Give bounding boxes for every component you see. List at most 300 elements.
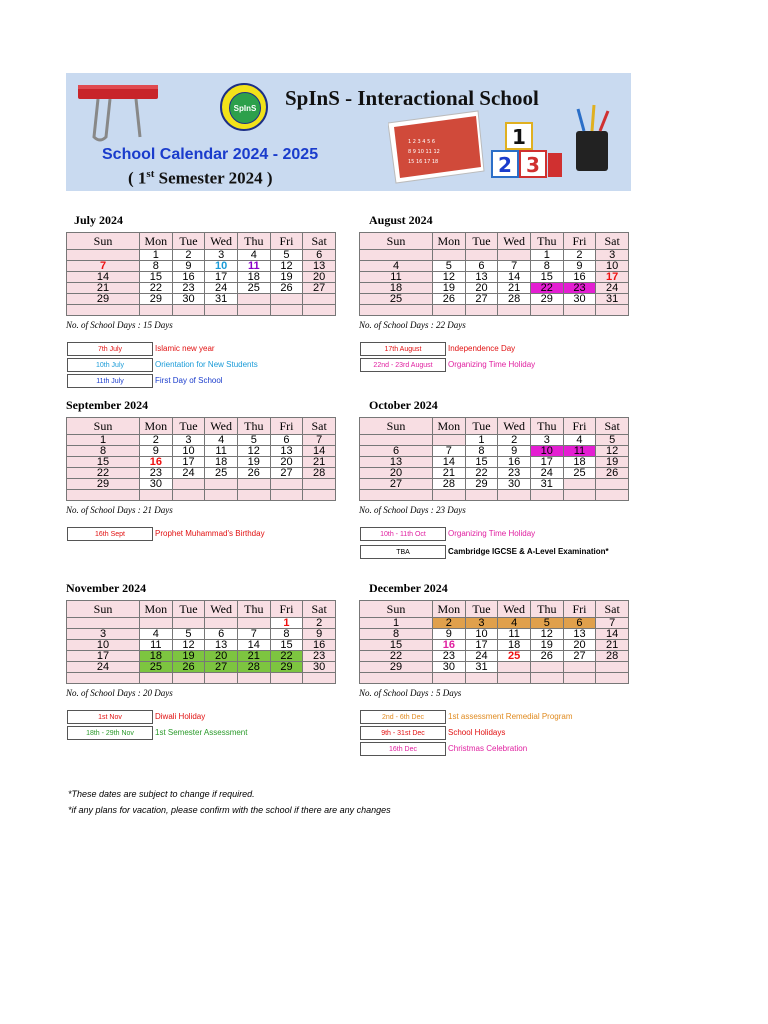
month-calendar <box>66 213 336 316</box>
day-cell: 18 <box>205 457 238 468</box>
day-cell: 10 <box>67 640 140 651</box>
day-cell <box>433 435 466 446</box>
weekday-header: Mon <box>433 418 466 435</box>
day-cell: 24 <box>67 662 140 673</box>
day-cell <box>303 673 336 684</box>
event-label: Islamic new year <box>155 344 215 353</box>
event-label: Independence Day <box>448 344 516 353</box>
day-cell: 9 <box>172 261 205 272</box>
weekday-header: Thu <box>237 233 270 250</box>
week-row <box>360 468 629 479</box>
month-calendar <box>66 581 336 684</box>
event-date: 18th - 29th Nov <box>67 726 153 740</box>
day-cell: 6 <box>360 446 433 457</box>
day-cell: 21 <box>596 640 629 651</box>
day-cell: 2 <box>563 250 596 261</box>
day-cell: 17 <box>172 457 205 468</box>
day-cell: 1 <box>270 618 303 629</box>
day-cell: 21 <box>303 457 336 468</box>
day-cell: 22 <box>140 283 173 294</box>
svg-text:1: 1 <box>512 125 526 149</box>
day-cell: 31 <box>530 479 563 490</box>
day-cell: 4 <box>140 629 173 640</box>
svg-text:8 9 10 11 12: 8 9 10 11 12 <box>408 149 440 155</box>
weekday-header: Tue <box>465 233 498 250</box>
day-cell: 16 <box>140 457 173 468</box>
day-cell <box>140 618 173 629</box>
week-row <box>360 673 629 684</box>
day-cell <box>237 479 270 490</box>
day-cell: 17 <box>205 272 238 283</box>
day-cell: 25 <box>140 662 173 673</box>
day-cell: 29 <box>360 662 433 673</box>
day-cell: 24 <box>530 468 563 479</box>
day-cell <box>67 673 140 684</box>
day-cell: 2 <box>172 250 205 261</box>
day-cell: 15 <box>67 457 140 468</box>
weekday-header: Tue <box>465 601 498 618</box>
day-cell: 7 <box>303 435 336 446</box>
day-cell <box>433 250 466 261</box>
day-cell <box>270 305 303 316</box>
day-cell <box>205 490 238 501</box>
weekday-header: Sun <box>360 418 433 435</box>
weekday-header: Thu <box>237 418 270 435</box>
weekday-header: Fri <box>563 233 596 250</box>
day-cell: 19 <box>172 651 205 662</box>
week-row <box>67 618 336 629</box>
day-cell <box>530 673 563 684</box>
day-cell: 28 <box>433 479 466 490</box>
event-date: 16th Sept <box>67 527 153 541</box>
day-cell: 4 <box>563 435 596 446</box>
event-date: 10th - 11th Oct <box>360 527 446 541</box>
day-cell: 12 <box>237 446 270 457</box>
day-cell: 18 <box>140 651 173 662</box>
day-cell: 21 <box>237 651 270 662</box>
day-cell: 18 <box>360 283 433 294</box>
event-label: Orientation for New Students <box>155 360 258 369</box>
weekday-header: Fri <box>270 418 303 435</box>
day-cell: 30 <box>140 479 173 490</box>
day-cell: 13 <box>360 457 433 468</box>
day-cell: 28 <box>303 468 336 479</box>
school-days-count: No. of School Days : 5 Days <box>359 688 462 698</box>
day-cell <box>303 479 336 490</box>
calendar-grid <box>66 232 336 316</box>
day-cell <box>67 305 140 316</box>
day-cell: 16 <box>172 272 205 283</box>
day-cell: 25 <box>498 651 531 662</box>
event-label: School Holidays <box>448 728 506 737</box>
day-cell: 5 <box>433 261 466 272</box>
day-cell: 1 <box>465 435 498 446</box>
weekday-header: Wed <box>205 418 238 435</box>
day-cell: 8 <box>270 629 303 640</box>
day-cell <box>360 673 433 684</box>
day-cell: 8 <box>67 446 140 457</box>
day-cell: 14 <box>303 446 336 457</box>
weekday-header: Wed <box>205 233 238 250</box>
day-cell: 24 <box>596 283 629 294</box>
day-cell <box>360 250 433 261</box>
weekday-header: Fri <box>270 233 303 250</box>
day-cell <box>530 305 563 316</box>
weekday-header: Mon <box>140 418 173 435</box>
day-cell: 14 <box>237 640 270 651</box>
day-cell: 5 <box>172 629 205 640</box>
day-cell <box>140 490 173 501</box>
day-cell: 19 <box>596 457 629 468</box>
day-cell <box>596 479 629 490</box>
weekday-header: Fri <box>270 601 303 618</box>
event-date: 1st Nov <box>67 710 153 724</box>
weekday-header: Thu <box>530 233 563 250</box>
week-row <box>67 479 336 490</box>
day-cell: 5 <box>596 435 629 446</box>
event-date: 7th July <box>67 342 153 356</box>
header-banner <box>66 73 631 191</box>
week-row <box>360 640 629 651</box>
weekday-header-row <box>360 601 629 618</box>
weekday-header-row <box>360 233 629 250</box>
day-cell <box>172 618 205 629</box>
day-cell <box>498 662 531 673</box>
week-row <box>360 618 629 629</box>
day-cell <box>270 479 303 490</box>
day-cell: 20 <box>360 468 433 479</box>
event-label: 1st Semester Assessment <box>155 728 248 737</box>
weekday-header: Sat <box>596 233 629 250</box>
day-cell: 13 <box>270 446 303 457</box>
day-cell: 25 <box>360 294 433 305</box>
day-cell: 30 <box>172 294 205 305</box>
day-cell: 6 <box>205 629 238 640</box>
week-row <box>67 468 336 479</box>
day-cell <box>360 305 433 316</box>
day-cell: 20 <box>303 272 336 283</box>
day-cell: 11 <box>237 261 270 272</box>
day-cell <box>270 673 303 684</box>
month-title: August 2024 <box>369 213 433 227</box>
weekday-header: Sat <box>596 601 629 618</box>
day-cell <box>303 490 336 501</box>
event-label: Prophet Muhammad's Birthday <box>155 529 265 538</box>
day-cell: 9 <box>140 446 173 457</box>
day-cell: 9 <box>498 446 531 457</box>
day-cell: 9 <box>563 261 596 272</box>
weekday-header: Tue <box>465 418 498 435</box>
school-days-count: No. of School Days : 21 Days <box>66 505 173 515</box>
day-cell <box>140 305 173 316</box>
day-cell: 14 <box>433 457 466 468</box>
note-subject-to-change: *These dates are subject to change if required. <box>68 789 255 799</box>
week-row <box>360 283 629 294</box>
day-cell <box>465 490 498 501</box>
day-cell: 15 <box>360 640 433 651</box>
school-days-count: No. of School Days : 15 Days <box>66 320 173 330</box>
event-label: Organizing Time Holiday <box>448 529 536 538</box>
weekday-header: Tue <box>172 233 205 250</box>
weekday-header: Wed <box>498 233 531 250</box>
day-cell: 18 <box>237 272 270 283</box>
day-cell: 10 <box>596 261 629 272</box>
week-row <box>67 457 336 468</box>
day-cell: 23 <box>433 651 466 662</box>
day-cell <box>140 673 173 684</box>
day-cell: 29 <box>530 294 563 305</box>
day-cell: 5 <box>237 435 270 446</box>
calendar-title: School Calendar 2024 - 2025 <box>102 146 319 163</box>
day-cell: 31 <box>465 662 498 673</box>
day-cell: 23 <box>140 468 173 479</box>
svg-text:2: 2 <box>498 153 512 177</box>
note-vacation: *if any plans for vacation, please confirm with the school if there are any changes <box>68 805 391 815</box>
day-cell: 19 <box>530 640 563 651</box>
day-cell: 1 <box>67 435 140 446</box>
day-cell: 19 <box>433 283 466 294</box>
day-cell <box>303 305 336 316</box>
weekday-header-row <box>67 418 336 435</box>
day-cell: 23 <box>563 283 596 294</box>
day-cell: 27 <box>465 294 498 305</box>
day-cell: 18 <box>498 640 531 651</box>
day-cell: 11 <box>360 272 433 283</box>
day-cell <box>237 294 270 305</box>
weekday-header: Tue <box>172 418 205 435</box>
day-cell <box>498 250 531 261</box>
week-row <box>360 662 629 673</box>
week-row <box>67 640 336 651</box>
day-cell: 4 <box>237 250 270 261</box>
desk-calendar-blocks-icon <box>388 103 618 191</box>
day-cell: 30 <box>563 294 596 305</box>
day-cell <box>172 305 205 316</box>
weekday-header-row <box>67 601 336 618</box>
weekday-header-row <box>67 233 336 250</box>
day-cell: 6 <box>270 435 303 446</box>
day-cell <box>433 673 466 684</box>
weekday-header: Tue <box>172 601 205 618</box>
week-row <box>67 662 336 673</box>
day-cell: 8 <box>465 446 498 457</box>
day-cell <box>172 673 205 684</box>
day-cell: 27 <box>360 479 433 490</box>
weekday-header: Thu <box>530 418 563 435</box>
weekday-header: Thu <box>237 601 270 618</box>
day-cell: 28 <box>498 294 531 305</box>
day-cell <box>303 294 336 305</box>
day-cell: 14 <box>498 272 531 283</box>
day-cell: 23 <box>172 283 205 294</box>
weekday-header: Sat <box>303 233 336 250</box>
week-row <box>360 457 629 468</box>
day-cell <box>270 294 303 305</box>
day-cell: 17 <box>530 457 563 468</box>
semester-title: ( 1st Semester 2024 ) <box>128 168 273 188</box>
day-cell: 15 <box>140 272 173 283</box>
day-cell: 12 <box>530 629 563 640</box>
day-cell: 27 <box>303 283 336 294</box>
weekday-header: Fri <box>563 601 596 618</box>
day-cell: 20 <box>270 457 303 468</box>
day-cell: 30 <box>498 479 531 490</box>
day-cell: 17 <box>67 651 140 662</box>
logo-text: SpInS <box>233 104 257 113</box>
day-cell: 22 <box>530 283 563 294</box>
day-cell: 27 <box>205 662 238 673</box>
day-cell: 12 <box>270 261 303 272</box>
svg-text:3: 3 <box>526 153 540 177</box>
day-cell: 23 <box>303 651 336 662</box>
day-cell: 14 <box>596 629 629 640</box>
week-row <box>67 261 336 272</box>
day-cell <box>596 673 629 684</box>
day-cell <box>563 305 596 316</box>
day-cell <box>237 305 270 316</box>
day-cell: 22 <box>465 468 498 479</box>
day-cell: 6 <box>465 261 498 272</box>
svg-text:1 2 3 4 5 6: 1 2 3 4 5 6 <box>408 139 436 145</box>
day-cell: 3 <box>205 250 238 261</box>
day-cell: 15 <box>465 457 498 468</box>
month-title: December 2024 <box>369 581 448 595</box>
weekday-header: Mon <box>433 601 466 618</box>
day-cell: 7 <box>237 629 270 640</box>
week-row <box>360 629 629 640</box>
day-cell <box>433 305 466 316</box>
day-cell <box>205 479 238 490</box>
day-cell: 2 <box>433 618 466 629</box>
day-cell: 26 <box>237 468 270 479</box>
day-cell: 18 <box>563 457 596 468</box>
day-cell: 26 <box>433 294 466 305</box>
event-label: Diwali Holiday <box>155 712 206 721</box>
week-row <box>67 305 336 316</box>
calendar-grid <box>359 417 629 501</box>
day-cell: 4 <box>360 261 433 272</box>
day-cell <box>67 618 140 629</box>
weekday-header: Wed <box>498 418 531 435</box>
day-cell <box>498 305 531 316</box>
day-cell <box>596 662 629 673</box>
event-label: First Day of School <box>155 376 223 385</box>
day-cell <box>205 618 238 629</box>
day-cell: 8 <box>530 261 563 272</box>
week-row <box>67 446 336 457</box>
event-date: 17th August <box>360 342 446 356</box>
day-cell: 29 <box>140 294 173 305</box>
event-date: 16th Dec <box>360 742 446 756</box>
day-cell <box>563 673 596 684</box>
day-cell <box>270 490 303 501</box>
day-cell: 10 <box>172 446 205 457</box>
day-cell: 15 <box>530 272 563 283</box>
day-cell: 3 <box>530 435 563 446</box>
month-title: July 2024 <box>74 213 124 227</box>
day-cell: 10 <box>205 261 238 272</box>
week-row <box>67 283 336 294</box>
day-cell: 17 <box>596 272 629 283</box>
weekday-header: Sun <box>360 601 433 618</box>
day-cell <box>433 490 466 501</box>
day-cell <box>563 479 596 490</box>
day-cell: 30 <box>303 662 336 673</box>
day-cell: 30 <box>433 662 466 673</box>
day-cell: 7 <box>498 261 531 272</box>
day-cell: 14 <box>67 272 140 283</box>
day-cell: 27 <box>563 651 596 662</box>
day-cell: 5 <box>270 250 303 261</box>
day-cell: 9 <box>303 629 336 640</box>
day-cell <box>237 490 270 501</box>
day-cell: 24 <box>205 283 238 294</box>
day-cell <box>172 479 205 490</box>
day-cell: 11 <box>140 640 173 651</box>
school-days-count: No. of School Days : 22 Days <box>359 320 466 330</box>
weekday-header: Sun <box>67 418 140 435</box>
day-cell: 12 <box>172 640 205 651</box>
event-date: 2nd - 6th Dec <box>360 710 446 724</box>
event-date: 22nd - 23rd August <box>360 358 446 372</box>
month-calendar <box>359 398 629 501</box>
day-cell: 26 <box>172 662 205 673</box>
day-cell: 11 <box>563 446 596 457</box>
binder-clip-icon <box>76 73 161 143</box>
day-cell: 16 <box>563 272 596 283</box>
day-cell: 19 <box>237 457 270 468</box>
month-calendar <box>359 213 629 316</box>
weekday-header: Mon <box>433 233 466 250</box>
day-cell: 8 <box>360 629 433 640</box>
event-label: Organizing Time Holiday <box>448 360 536 369</box>
day-cell: 20 <box>465 283 498 294</box>
day-cell <box>498 673 531 684</box>
weekday-header: Sun <box>67 233 140 250</box>
week-row <box>67 629 336 640</box>
day-cell: 13 <box>563 629 596 640</box>
school-days-count: No. of School Days : 23 Days <box>359 505 466 515</box>
day-cell <box>563 662 596 673</box>
day-cell: 9 <box>433 629 466 640</box>
day-cell: 16 <box>303 640 336 651</box>
event-date: 11th July <box>67 374 153 388</box>
week-row <box>67 651 336 662</box>
day-cell: 8 <box>140 261 173 272</box>
weekday-header: Sat <box>303 418 336 435</box>
week-row <box>360 651 629 662</box>
week-row <box>360 294 629 305</box>
day-cell: 21 <box>498 283 531 294</box>
day-cell: 12 <box>433 272 466 283</box>
day-cell: 31 <box>205 294 238 305</box>
week-row <box>67 435 336 446</box>
day-cell: 25 <box>237 283 270 294</box>
day-cell <box>563 490 596 501</box>
day-cell <box>172 490 205 501</box>
day-cell: 21 <box>67 283 140 294</box>
day-cell: 4 <box>498 618 531 629</box>
event-label: Christmas Celebration <box>448 744 528 753</box>
day-cell: 3 <box>465 618 498 629</box>
day-cell: 11 <box>205 446 238 457</box>
day-cell: 29 <box>465 479 498 490</box>
day-cell <box>465 673 498 684</box>
calendar-grid <box>66 600 336 684</box>
day-cell: 1 <box>530 250 563 261</box>
event-label: 1st assessment Remedial Program <box>448 712 573 721</box>
day-cell: 24 <box>172 468 205 479</box>
